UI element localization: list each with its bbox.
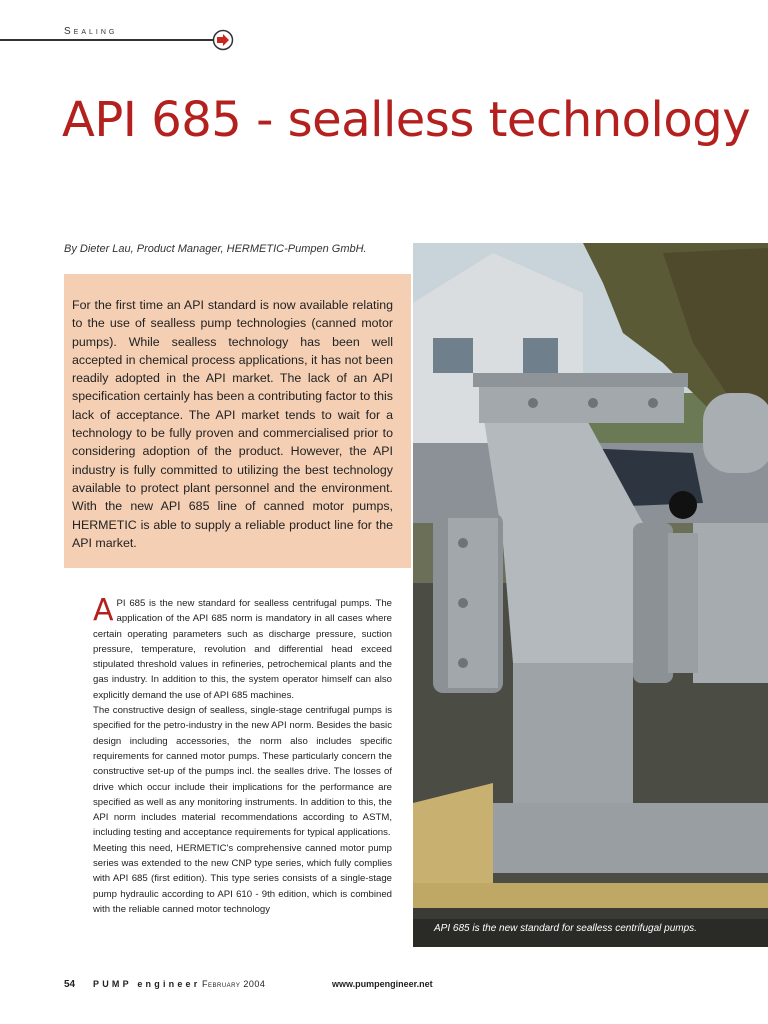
section-label: Sealing <box>64 26 118 37</box>
photo-caption: API 685 is the new standard for sealless centrifugal pumps. <box>434 923 697 934</box>
byline: By Dieter Lau, Product Manager, HERMETIC-Pumpen GmbH. <box>64 243 367 255</box>
right-arrow-icon <box>211 29 235 51</box>
paragraph-1-text: PI 685 is the new standard for sealless centrifugal pumps. The application of the API 685 norm is mandatory in all cases where certain operating parameters such as discharge pressure, suction pressure, temperature, revolution and differential head exceed stipulated threshold values in refineries, petrochemical plants and the gas industry. In addition to this, the system operator himself can also explicitly demand the use of API 685 machines. <box>93 598 392 701</box>
section-rule <box>0 39 218 41</box>
body-paragraph-1 <box>93 593 392 703</box>
issue-date: February 2004 <box>202 979 266 989</box>
body-paragraph-3: Meeting this need, HERMETIC's comprehensive canned motor pump series was extended to the new CNP type series, which fully complies with API 685 (first edition). This type series consists of a single-stage pump hydraulic according to API 610 - 9th edition, which is combined with the reliable canned motor technology <box>93 842 392 915</box>
intro-box <box>64 274 411 568</box>
drop-cap: A <box>93 593 114 628</box>
website-link[interactable]: www.pumpengineer.net <box>332 979 433 989</box>
intro-text: For the first time an API standard is now available relating to the use of sealless pump technologies (canned motor pumps). While sealless technology has been well accepted in chemical process applications, it has not been readily adopted in the API market. The lack of an API specification certainly has been a contributing factor to this lack of acceptance. The API market tends to wait for a technology to be fully proven and commercialised prior to considering adoption of the product. However, the API industry is fully committed to utilizing the best technology available to protect plant personnel and the environment. With the new API 685 line of canned motor pumps, HERMETIC is able to supply a reliable product line for the API market. <box>72 298 393 550</box>
magazine-name: PUMP engineer <box>93 979 201 989</box>
page-number: 54 <box>64 979 76 990</box>
pump-photo <box>413 243 768 947</box>
body-column <box>93 593 392 917</box>
body-paragraph-2: The constructive design of sealless, single-stage centrifugal pumps is specified for the petro-industry in the new API norm. Besides the basic design including accessories, the norm also includes specific requirements for canned motor pumps. These particularly concern the constructive set-up of the pumps incl. the sealles drive. The losses of drive which occur include their implications for the performance are specified as well as any monitoring instruments. In addition to this, the API norm includes material recommendations according to ASTM, including testing and acceptance requirements for typical applications. <box>93 705 392 839</box>
article-title: API 685 - sealless technology <box>62 92 751 148</box>
